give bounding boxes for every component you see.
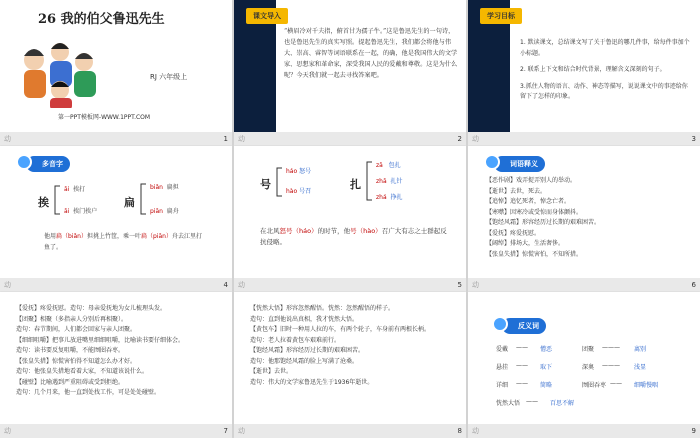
antonym-word: 简略 bbox=[540, 382, 553, 389]
vocab-example: 造句：他那饱经风霜的脸上写满了沧桑。 bbox=[250, 357, 359, 365]
slide-4-number: 4 bbox=[223, 281, 228, 289]
sentence-part: 他用 bbox=[44, 233, 57, 240]
bracket-icon bbox=[274, 166, 284, 198]
animation-label: 动 bbox=[4, 281, 11, 289]
slide-3-number: 3 bbox=[691, 135, 696, 143]
sentence-part: 的时节，他 bbox=[317, 227, 351, 235]
slide-4-footer bbox=[0, 278, 232, 292]
antonym-arrow: ——— bbox=[602, 344, 620, 351]
antonym-word: 憎恶 bbox=[540, 346, 553, 353]
antonym-arrow: —— bbox=[610, 380, 622, 387]
slide-9[interactable] bbox=[468, 292, 700, 438]
antonym-word: 详细 bbox=[496, 382, 509, 389]
slide-9-footer bbox=[468, 424, 700, 438]
antonym-word: 囫囵吞枣 bbox=[582, 382, 607, 389]
slide-6[interactable] bbox=[468, 146, 700, 292]
antonym-arrow: —— bbox=[516, 362, 528, 369]
sentence-part: 怒号（háo） bbox=[279, 227, 318, 235]
vocab-item: 【细细咀嚼】把事儿放进嘴里细细咀嚼，比喻读书要仔细体会。 bbox=[16, 336, 185, 344]
animation-label: 动 bbox=[4, 135, 11, 143]
section-tag: 课文导入 bbox=[246, 8, 288, 24]
vocab-example: 造句：老人拉着黄包车艰难前行。 bbox=[250, 336, 341, 344]
antonym-word: 深奥 bbox=[582, 364, 595, 371]
vocab-list bbox=[250, 304, 458, 388]
antonym-arrow: —— bbox=[526, 398, 538, 405]
word: 挨打 bbox=[73, 186, 86, 193]
definition-item: 【爱抚】疼爱抚慰。 bbox=[486, 229, 541, 237]
pinyin: zhá bbox=[376, 194, 387, 201]
slide-1-footer bbox=[0, 132, 232, 146]
vocab-item: 【黄包车】旧时一种用人拉的车，有两个轮子，车身前有两根长柄。 bbox=[250, 326, 431, 333]
antonym-arrow: —— bbox=[516, 380, 528, 387]
bracket-icon bbox=[364, 160, 374, 202]
slide-3-footer bbox=[468, 132, 700, 146]
vocab-item: 【爱抚】疼爱抚慰。造句：母亲爱抚地为女儿梳理头发。 bbox=[16, 305, 167, 312]
word: 扁舟 bbox=[166, 208, 179, 215]
vocab-example: 造句：他张皇失措地看着大家，不知道该说什么。 bbox=[16, 368, 149, 375]
definition-item: 【张皇失措】惊慌害怕，不知所措。 bbox=[486, 250, 583, 258]
slide-5-footer bbox=[234, 278, 466, 292]
section-tag: 多音字 bbox=[26, 156, 70, 172]
goal-item: 1. 默读课文，总结课文写了关于鲁迅的哪几件事，给每件事加个小标题。 bbox=[520, 39, 690, 57]
word: 扎针 bbox=[390, 178, 403, 185]
animation-label: 动 bbox=[472, 281, 479, 289]
word: 怒号 bbox=[299, 168, 312, 175]
antonym-word: 恍然大悟 bbox=[496, 400, 521, 407]
pinyin: zhā bbox=[376, 178, 387, 185]
site-label: 第一PPT模板网-WWW.1PPT.COM bbox=[58, 114, 151, 121]
antonym-word: 爱戴 bbox=[496, 346, 509, 353]
vocab-example: 造句：春节期间，人们都会回家与亲人团聚。 bbox=[16, 326, 137, 333]
sentence-part: 扁（biǎn） bbox=[56, 233, 87, 240]
definition-list bbox=[486, 176, 692, 260]
vocab-item: 【逝世】去世。 bbox=[250, 368, 293, 375]
slide-7-footer bbox=[0, 424, 232, 438]
pron-row bbox=[286, 166, 311, 175]
antonym-word: 细嚼慢咽 bbox=[634, 382, 659, 389]
pinyin: háo bbox=[286, 168, 298, 175]
poly-char: 扁 bbox=[124, 196, 135, 209]
sentence-part: 号（hào） bbox=[350, 227, 382, 235]
vocab-item: 【恍然大悟】形容忽然醒悟。恍然：忽然醒悟的样子。 bbox=[250, 305, 395, 312]
word: 扁担 bbox=[166, 184, 179, 191]
slide-7-number: 7 bbox=[223, 427, 228, 435]
definition-item: 【阔绰】排场大，生活奢侈。 bbox=[486, 240, 565, 247]
slide-2-footer bbox=[234, 132, 466, 146]
pinyin: āi bbox=[64, 208, 70, 215]
slide-6-footer bbox=[468, 278, 700, 292]
children-illustration bbox=[10, 32, 106, 108]
example-sentence bbox=[44, 232, 204, 253]
sentence-part: 舟去江里打鱼了。 bbox=[44, 233, 202, 251]
antonym-word: 离别 bbox=[634, 346, 647, 353]
slide-8-number: 8 bbox=[457, 427, 462, 435]
vocab-example: 造句：读书要反复咀嚼，不能囫囵吞枣。 bbox=[16, 347, 125, 354]
slide-7[interactable] bbox=[0, 292, 232, 438]
vocab-example: 造句：直到他说出真相，我才恍然大悟。 bbox=[250, 315, 359, 323]
definition-item: 【追悼】追忆死者，悼念亡者。 bbox=[486, 198, 571, 205]
intro-paragraph: “横眉冷对千夫指，俯首甘为孺子牛。”这是鲁迅先生的一句诗，也是鲁迅先生的真实写照。提起鲁迅先生，我们都会将他与伟大、崇高、睿智等词语联系在一起，的确，他是我国伟大的文学家、思想家和革命家，深受我国人民的爱戴和尊敬。这是为什么呢？今天我们就一起去寻找答案吧。 bbox=[284, 28, 458, 79]
section-tag: 词语释义 bbox=[494, 156, 545, 172]
tag-dot-icon bbox=[16, 154, 32, 170]
definition-item: 【饱经风霜】形容经历过长期的艰难困苦。 bbox=[486, 219, 601, 226]
goal-item: 2. 联系上下文和结合时代背景，理解含义深刻的句子。 bbox=[520, 66, 666, 73]
word: 挣扎 bbox=[390, 194, 403, 201]
pron-row bbox=[150, 182, 179, 191]
sentence-part: 扁（piān） bbox=[141, 233, 172, 240]
antonym-word: 取下 bbox=[540, 364, 553, 371]
slide-4[interactable] bbox=[0, 146, 232, 292]
pinyin: biǎn bbox=[150, 184, 163, 191]
pron-row bbox=[376, 176, 402, 185]
pron-row bbox=[64, 206, 97, 215]
bracket-icon bbox=[52, 184, 62, 216]
vocab-example: 造句：几个月来，他一直到处找工作，可是处处碰壁。 bbox=[16, 389, 161, 396]
antonym-word: 浅显 bbox=[634, 364, 647, 371]
sentence-part: 在北风 bbox=[260, 227, 280, 235]
goal-item: 3.抓住人物的语言、动作、神态等描写，说说课文中的事迹给你留下了怎样的印象。 bbox=[520, 82, 688, 100]
bracket-icon bbox=[138, 182, 148, 216]
vocab-item: 【团聚】相聚（多指亲人分别后再相聚）。 bbox=[16, 315, 128, 323]
sentence-part: 召广大有志之士群起反抗侵略。 bbox=[260, 227, 447, 246]
pron-row bbox=[286, 186, 311, 195]
goal-list bbox=[520, 38, 692, 103]
antonym-word: 百思不解 bbox=[550, 400, 575, 407]
slide-2[interactable] bbox=[234, 0, 466, 146]
vocab-item: 【饱经风霜】形容经历过长期的艰难困苦。 bbox=[250, 347, 365, 354]
slide-9-number: 9 bbox=[691, 427, 696, 435]
slide-6-number: 6 bbox=[691, 281, 696, 289]
poly-char: 号 bbox=[260, 178, 271, 191]
animation-label: 动 bbox=[472, 427, 479, 435]
definition-item: 【逝世】去世，死去。 bbox=[486, 187, 547, 195]
antonym-word: 团聚 bbox=[582, 346, 595, 353]
definition-item: 【寒噤】因寒冷或受惊而身体颤抖。 bbox=[486, 208, 583, 216]
slide-2-number: 2 bbox=[457, 135, 462, 143]
tag-dot-icon bbox=[484, 154, 500, 170]
antonym-arrow: ——— bbox=[602, 362, 620, 369]
pron-row bbox=[64, 184, 85, 193]
pron-row bbox=[150, 206, 179, 215]
vocab-example: 造句：伟大的文学家鲁迅先生于1936年逝世。 bbox=[250, 378, 374, 386]
poly-char: 扎 bbox=[350, 178, 361, 191]
slide-1-title: 26 我的伯父鲁迅先生 bbox=[38, 12, 165, 27]
section-tag: 反义词 bbox=[502, 318, 546, 334]
sentence-part: 担挑上竹筐，乘一叶 bbox=[86, 233, 141, 240]
slide-8[interactable] bbox=[234, 292, 466, 438]
example-sentence bbox=[260, 226, 450, 248]
slide-1[interactable] bbox=[0, 0, 232, 146]
vocab-item: 【碰壁】比喻遇到严重阻碍或受到拒绝。 bbox=[16, 378, 125, 386]
vocab-list bbox=[16, 304, 224, 399]
pron-row bbox=[376, 160, 401, 169]
slide-5-number: 5 bbox=[457, 281, 462, 289]
word: 包扎 bbox=[388, 162, 401, 169]
pinyin: āi bbox=[64, 186, 70, 193]
vocab-item: 【张皇失措】惊慌害怕得不知道怎么办才好。 bbox=[16, 357, 137, 365]
definition-item: 【恶作剧】戏弄捉弄别人的举动。 bbox=[486, 177, 577, 184]
slide-5[interactable] bbox=[234, 146, 466, 292]
antonym-word: 悬挂 bbox=[496, 364, 509, 371]
word: 挨门挨户 bbox=[73, 208, 98, 215]
animation-label: 动 bbox=[238, 427, 245, 435]
animation-label: 动 bbox=[238, 281, 245, 289]
poly-char: 挨 bbox=[38, 196, 49, 209]
animation-label: 动 bbox=[238, 135, 245, 143]
pinyin: hào bbox=[286, 188, 298, 195]
antonym-arrow: —— bbox=[516, 344, 528, 351]
pinyin: zā bbox=[376, 162, 383, 169]
section-tag: 学习目标 bbox=[480, 8, 522, 24]
grade-label: RJ 六年级上 bbox=[150, 73, 188, 81]
pinyin: piān bbox=[150, 208, 163, 215]
pron-row bbox=[376, 192, 402, 201]
animation-label: 动 bbox=[472, 135, 479, 143]
slide-3[interactable] bbox=[468, 0, 700, 146]
slide-8-footer bbox=[234, 424, 466, 438]
tag-dot-icon bbox=[492, 316, 508, 332]
word: 号召 bbox=[299, 188, 312, 195]
animation-label: 动 bbox=[4, 427, 11, 435]
slide-1-number: 1 bbox=[223, 135, 228, 143]
